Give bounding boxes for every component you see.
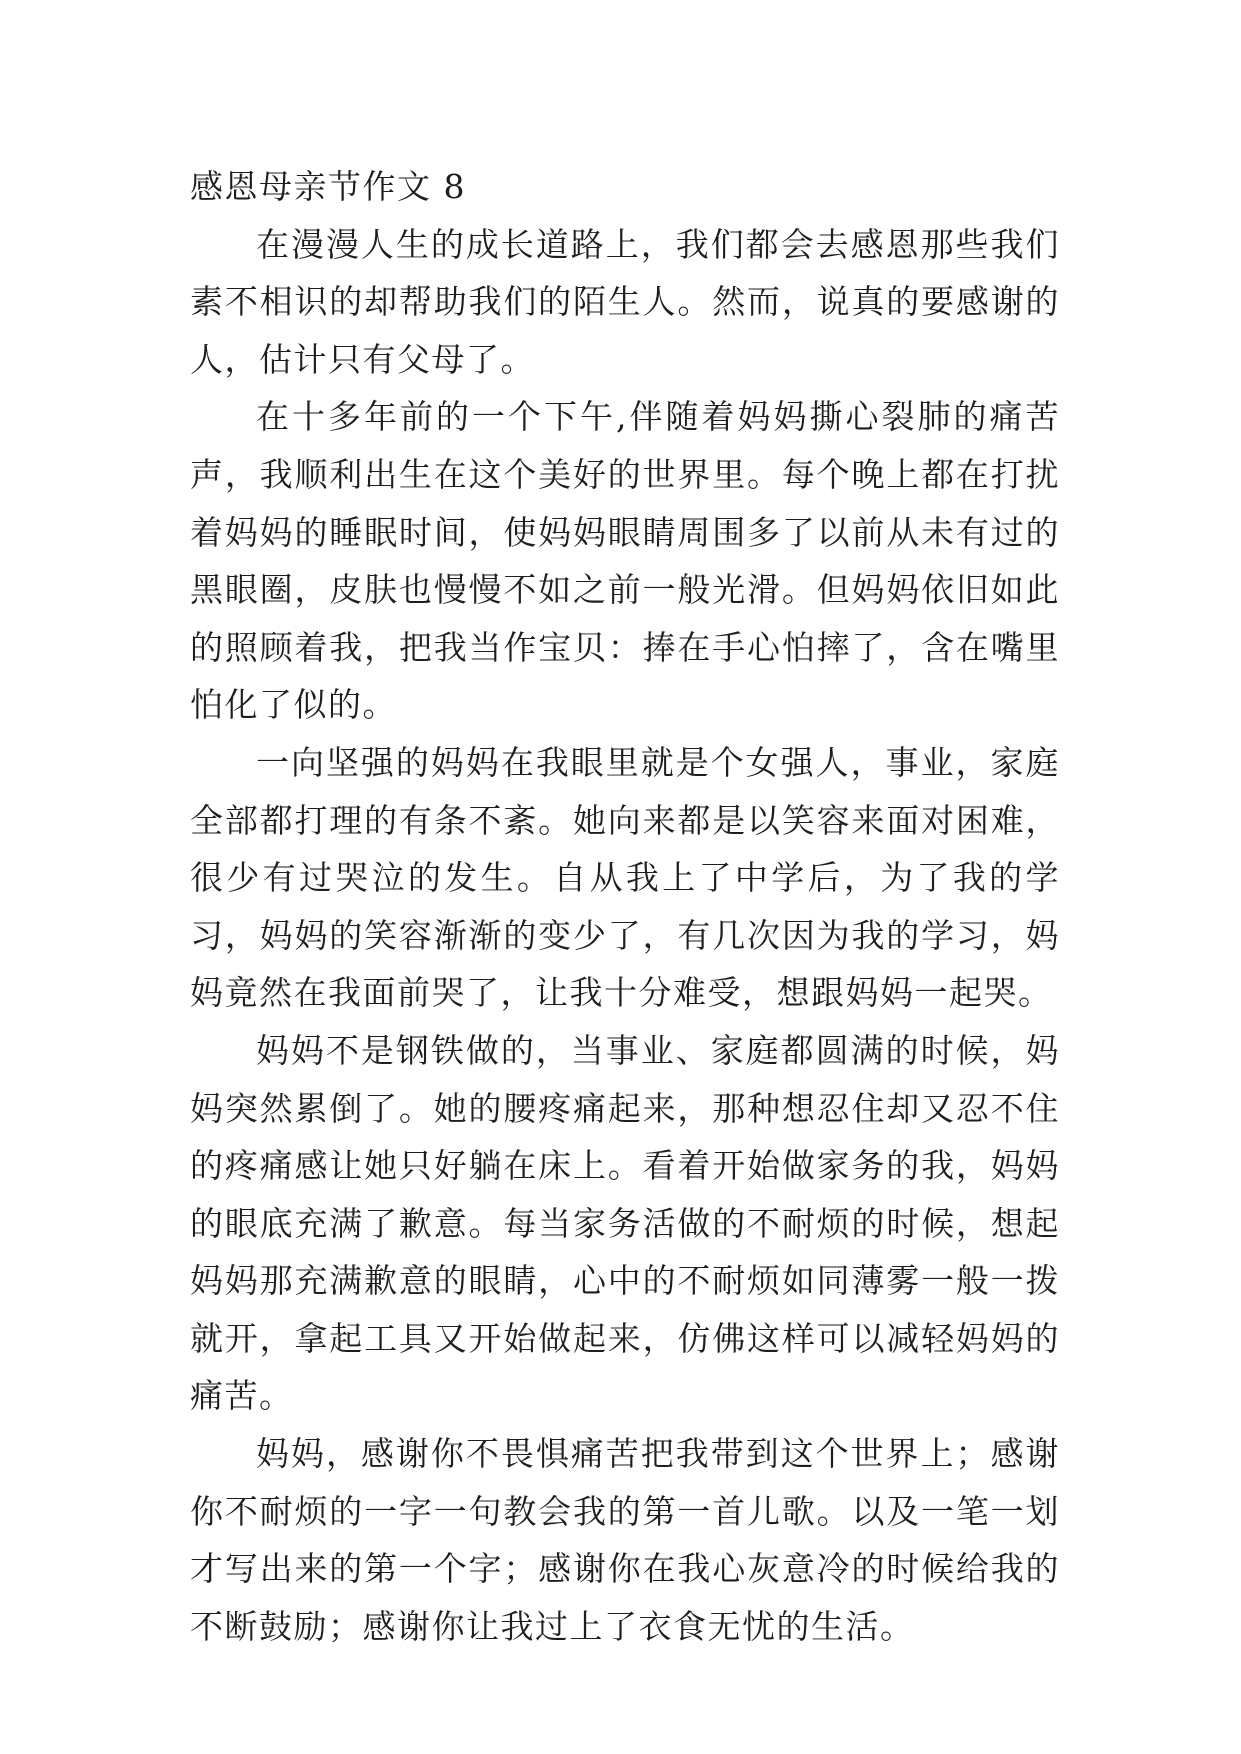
- document-body: [190, 158, 1060, 1655]
- paragraph-4: 妈妈不是钢铁做的，当事业、家庭都圆满的时候，妈妈突然累倒了。她的腰疼痛起来，那种想忍住却又忍不住的疼痛感让她只好躺在床上。看着开始做家务的我，妈妈的眼底充满了歉意。每当家务活做的不耐烦的时候，想起妈妈那充满歉意的眼睛，心中的不耐烦如同薄雾一般一拨就开，拿起工具又开始做起来，仿佛这样可以减轻妈妈的痛苦。: [190, 1030, 1060, 1416]
- paragraph-1: 在漫漫人生的成长道路上，我们都会去感恩那些我们素不相识的却帮助我们的陌生人。然而，说真的要感谢的人，估计只有父母了。: [190, 224, 1060, 379]
- paragraph-5: 妈妈，感谢你不畏惧痛苦把我带到这个世界上；感谢你不耐烦的一字一句教会我的第一首儿歌。以及一笔一划才写出来的第一个字；感谢你在我心灰意冷的时候给我的不断鼓励；感谢你让我过上了衣食无忧的生活。: [190, 1434, 1060, 1646]
- paragraph-3: 一向坚强的妈妈在我眼里就是个女强人，事业，家庭全部都打理的有条不紊。她向来都是以笑容来面对困难，很少有过哭泣的发生。自从我上了中学后，为了我的学习，妈妈的笑容渐渐的变少了，有几次因为我的学习，妈妈竟然在我面前哭了，让我十分难受，想跟妈妈一起哭。: [190, 742, 1060, 1013]
- essay-title: 感恩母亲节作文 8: [190, 167, 466, 206]
- paragraph-2: 在十多年前的一个下午,伴随着妈妈撕心裂肺的痛苦声，我顺利出生在这个美好的世界里。每个晚上都在打扰着妈妈的睡眠时间，使妈妈眼睛周围多了以前从未有过的黑眼圈，皮肤也慢慢不如之前一般光滑。但妈妈依旧如此的照顾着我，把我当作宝贝：捧在手心怕摔了，含在嘴里怕化了似的。: [190, 397, 1060, 725]
